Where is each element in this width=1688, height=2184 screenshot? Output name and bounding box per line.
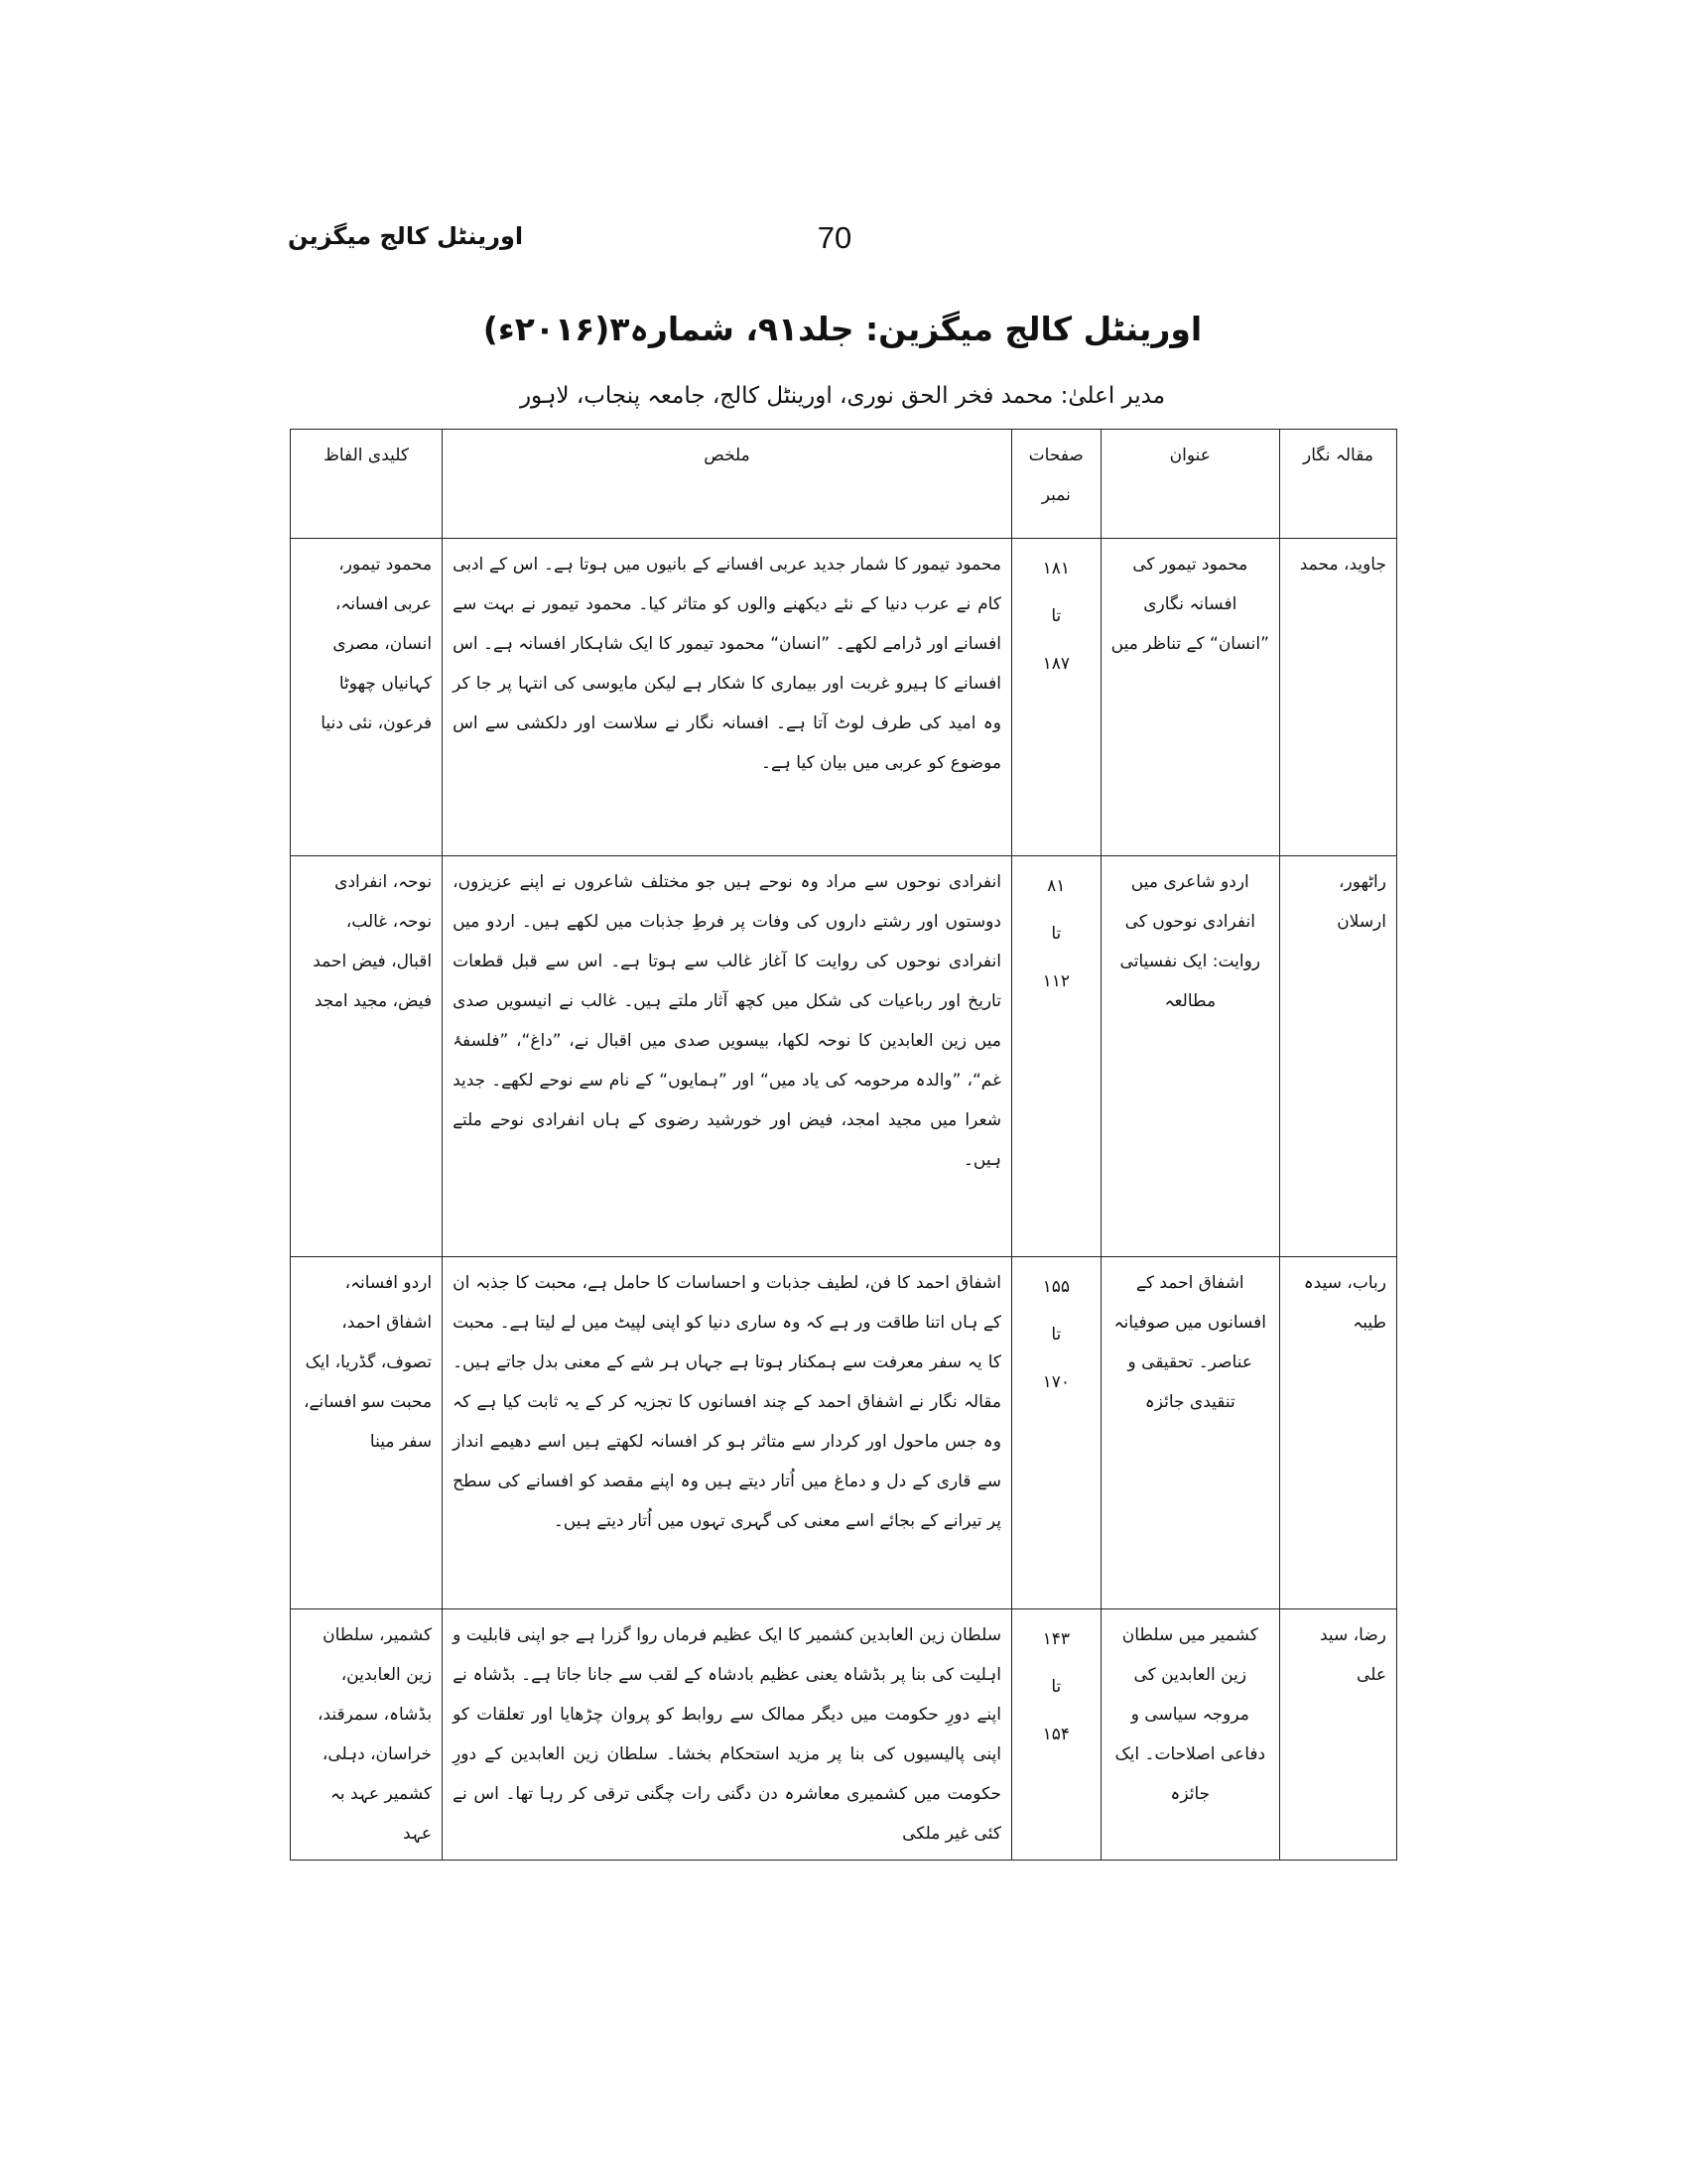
header-keywords: کلیدی الفاظ <box>291 430 443 539</box>
abstract-cell: انفرادی نوحوں سے مراد وہ نوحے ہیں جو مختلف شاعروں نے اپنے عزیزوں، دوستوں اور رشتے داروں کی وفات پر فرطِ جذبات میں لکھے ہیں۔ اردو میں انفرادی نوحوں کی روایت کا آغاز غالب سے ہوتا ہے۔ اس سے قبل قطعات تاریخ اور رباعیات کی شکل میں کچھ آثار ملتے ہیں۔ غالب نے انیسویں صدی میں زین العابدین کا نوحہ لکھا، بیسویں صدی میں اقبال نے، ”داغ“، ”فلسفۂ غم“، ”والدہ مرحومہ کی یاد میں“ اور ”ہمایوں“ کے نام سے نوحے لکھے۔ جدید شعرا میں مجید امجد، فیض اور خورشید رضوی کے ہاں انفرادی نوحے ملتے ہیں۔ <box>443 856 1012 1257</box>
pages-cell <box>1011 856 1101 1257</box>
table-row <box>291 539 1397 856</box>
page-to: ۱۷۰ <box>1042 1372 1070 1392</box>
author-cell: رباب، سیدہ طیبہ <box>1279 1257 1396 1609</box>
articles-table <box>290 429 1397 1861</box>
title-cell: کشمیر میں سلطان زین العابدین کی مروجہ سیاسی و دفاعی اصلاحات۔ ایک جائزہ <box>1101 1609 1279 1861</box>
keywords-cell: محمود تیمور، عربی افسانہ، انسان، مصری کہانیاں چھوٹا فرعون، نئی دنیا <box>291 539 443 856</box>
document-title: اورینٹل کالج میگزین: جلد۹۱، شمارہ۳(۲۰۱۶ء) <box>482 310 1203 348</box>
abstract-cell: محمود تیمور کا شمار جدید عربی افسانے کے بانیوں میں ہوتا ہے۔ اس کے ادبی کام نے عرب دنیا کے نئے دیکھنے والوں کو متاثر کیا۔ محمود تیمور نے بہت سے افسانے اور ڈرامے لکھے۔ ”انسان“ محمود تیمور کا ایک شاہکار افسانہ ہے۔ اس افسانے کا ہیرو غربت اور بیماری کا شکار ہے لیکن مایوسی کی انتہا پر جا کر وہ امید کی طرف لوٹ آتا ہے۔ افسانہ نگار نے سلاست اور دلکشی سے اس موضوع کو عربی میں بیان کیا ہے۔ <box>443 539 1012 856</box>
keywords-cell: نوحہ، انفرادی نوحہ، غالب، اقبال، فیض احمد فیض، مجید امجد <box>291 856 443 1257</box>
page-from: ۱۵۵ <box>1042 1277 1070 1297</box>
title-cell: محمود تیمور کی افسانہ نگاری ”انسان“ کے تناظر میں <box>1101 539 1279 856</box>
pages-cell <box>1011 539 1101 856</box>
running-journal-name: اورینٹل کالج میگزین <box>288 222 524 250</box>
keywords-cell: کشمیر، سلطان زین العابدین، بڈشاہ، سمرقند، خراسان، دہلی، کشمیر عہد بہ عہد <box>291 1609 443 1861</box>
author-cell: راٹھور، ارسلان <box>1279 856 1396 1257</box>
pages-cell <box>1011 1257 1101 1609</box>
header-abstract: ملخص <box>443 430 1012 539</box>
abstract-cell: سلطان زین العابدین کشمیر کا ایک عظیم فرماں روا گزرا ہے جو اپنی قابلیت و اہلیت کی بنا پر بڈشاہ یعنی عظیم بادشاہ کے لقب سے جانا جاتا ہے۔ بڈشاہ نے اپنے دورِ حکومت میں دیگر ممالک سے روابط کو پروان چڑھایا اور تعلقات کو اپنی پالیسیوں کی بنا پر مزید استحکام بخشا۔ سلطان زین العابدین کے دورِ حکومت میں کشمیری معاشرہ دن دگنی رات چگنی ترقی کر رہا تھا۔ اس نے کئی غیر ملکی <box>443 1609 1012 1861</box>
pages-cell <box>1011 1609 1101 1861</box>
page-to: ۱۱۲ <box>1042 971 1070 991</box>
header-pages: صفحات نمبر <box>1011 430 1101 539</box>
header-author: مقالہ نگار <box>1279 430 1396 539</box>
author-cell: جاوید، محمد <box>1279 539 1396 856</box>
table-row <box>291 856 1397 1257</box>
author-cell: رضا، سید علی <box>1279 1609 1396 1861</box>
page-separator: تا <box>1051 1677 1062 1697</box>
page-from: ۸۱ <box>1047 876 1066 896</box>
page-from: ۱۸۱ <box>1042 559 1070 578</box>
page-separator: تا <box>1051 924 1062 944</box>
page-separator: تا <box>1051 606 1062 626</box>
table-row <box>291 1257 1397 1609</box>
table-row <box>291 1609 1397 1861</box>
table-header-row <box>291 430 1397 539</box>
page-separator: تا <box>1051 1325 1062 1345</box>
title-cell: اردو شاعری میں انفرادی نوحوں کی روایت: ایک نفسیاتی مطالعہ <box>1101 856 1279 1257</box>
abstract-cell: اشفاق احمد کا فن، لطیف جذبات و احساسات کا حامل ہے، محبت کا جذبہ ان کے ہاں اتنا طاقت ور ہے کہ وہ ساری دنیا کو اپنی لپیٹ میں لے لیتا ہے۔ محبت کا یہ سفر معرفت سے ہمکنار ہوتا ہے جہاں ہر شے کے معنی بدل جاتے ہیں۔ مقالہ نگار نے اشفاق احمد کے چند افسانوں کا تجزیہ کر کے یہ ثابت کیا ہے کہ وہ جس ماحول اور کردار سے متاثر ہو کر افسانہ لکھتے ہیں اسے دھیمے انداز سے قاری کے دل و دماغ میں اُتار دیتے ہیں وہ اپنے مقصد کو افسانے کی سطح پر تیرانے کے بجائے اسے معنی کی گہری تہوں میں اُتار دیتے ہیں۔ <box>443 1257 1012 1609</box>
page-to: ۱۵۴ <box>1042 1725 1070 1744</box>
header-title: عنوان <box>1101 430 1279 539</box>
editor-line: مدیر اعلیٰ: محمد فخر الحق نوری، اورینٹل کالج، جامعہ پنجاب، لاہور <box>519 383 1166 409</box>
page-from: ۱۴۳ <box>1042 1629 1070 1649</box>
running-header <box>0 0 1688 298</box>
page-number: 70 <box>817 220 852 255</box>
title-cell: اشفاق احمد کے افسانوں میں صوفیانہ عناصر۔ تحقیقی و تنقیدی جائزہ <box>1101 1257 1279 1609</box>
keywords-cell: اردو افسانہ، اشفاق احمد، تصوف، گڈریا، ایک محبت سو افسانے، سفر مینا <box>291 1257 443 1609</box>
page-to: ۱۸۷ <box>1042 654 1070 674</box>
